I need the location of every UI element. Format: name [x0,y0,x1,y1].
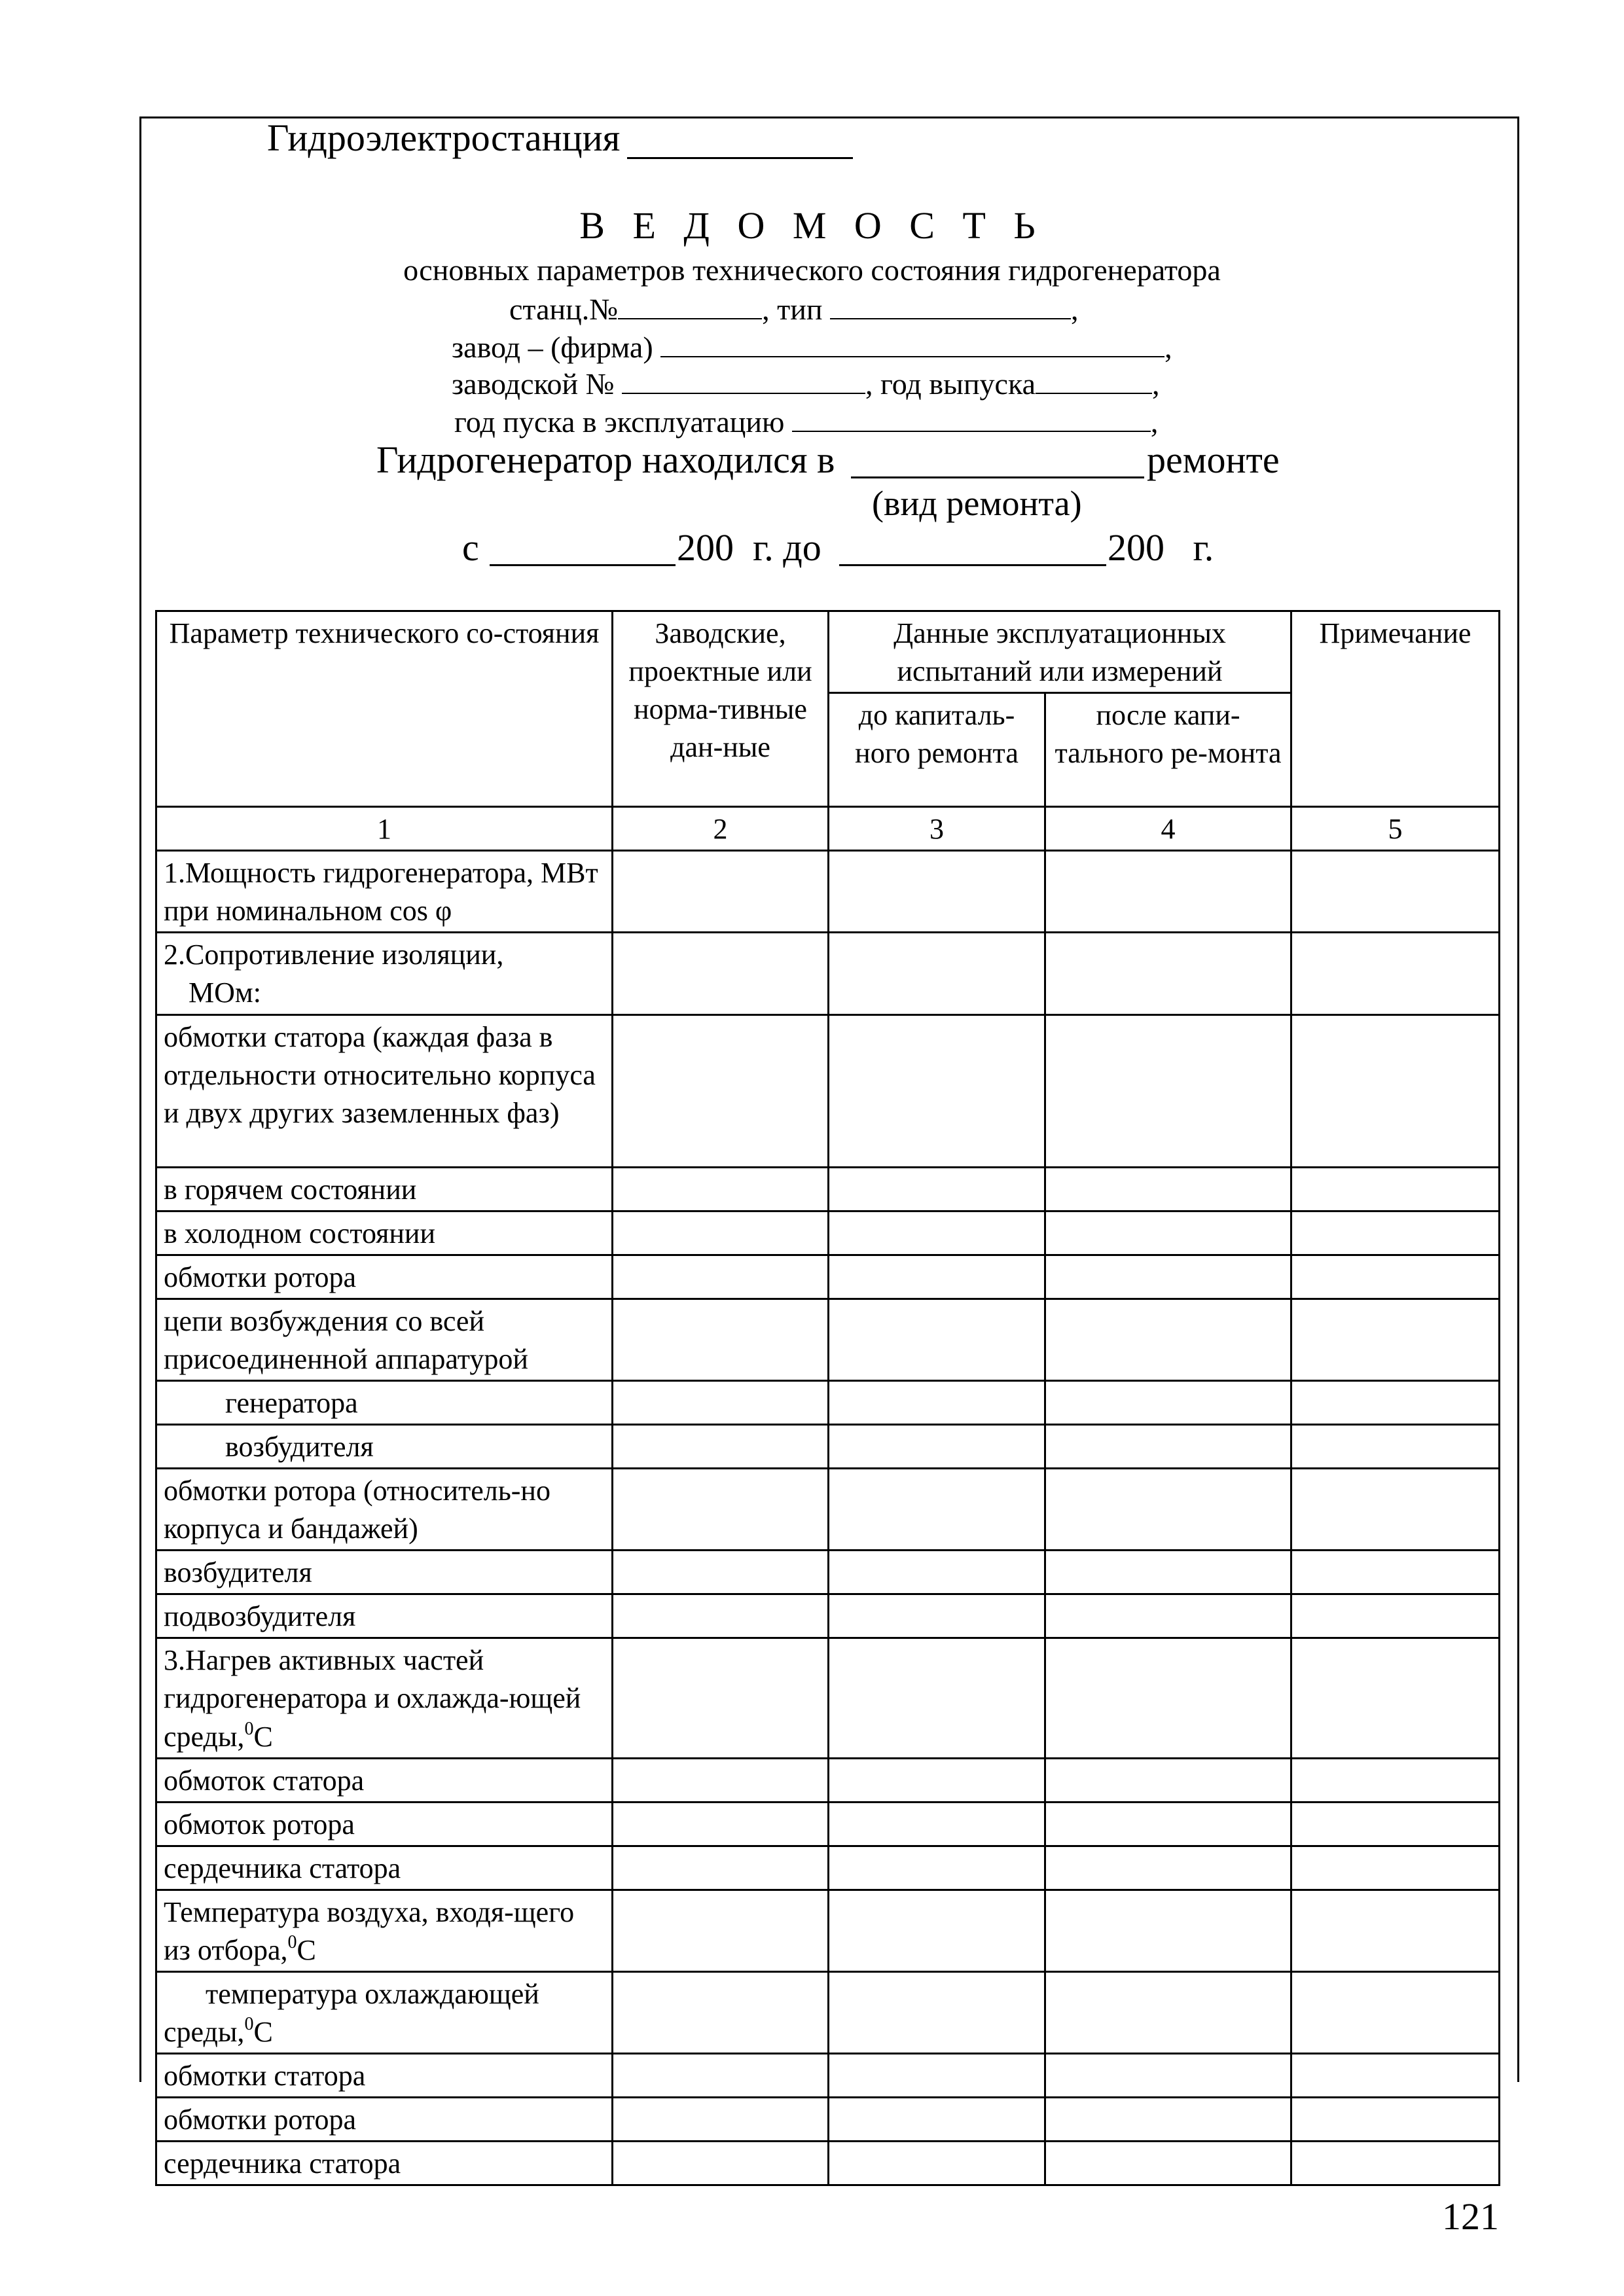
table-row [156,1380,1500,1424]
value-cell[interactable] [613,851,829,933]
value-cell[interactable] [613,1758,829,1802]
period-from-field[interactable] [490,564,676,566]
start-row [454,404,1158,437]
station-number-field[interactable] [618,292,762,319]
value-cell[interactable] [1291,1167,1500,1211]
param-line [164,2013,605,2051]
value-cell[interactable] [1291,1469,1500,1551]
param-line: МОм: [189,977,261,1009]
value-cell[interactable] [613,1380,829,1424]
value-cell[interactable] [1291,1299,1500,1380]
param-cell: обмоток ротора [156,1802,613,1846]
page-number: 121 [1442,2195,1499,2238]
value-cell[interactable] [613,1802,829,1846]
repair-kind-caption: (вид ремонта) [872,484,1082,523]
value-cell[interactable] [1045,1469,1291,1551]
station-fill-line [627,157,853,159]
param-cell: в горячем состоянии [156,1167,613,1211]
table-row [156,1638,1500,1758]
station-number-row [509,292,1078,325]
param-cell [156,933,613,1014]
header-after-repair: после капи-тального ре-монта [1045,693,1291,807]
comma: , [1164,331,1172,364]
unit-text: С [297,1933,316,1966]
serial-row [452,367,1160,399]
value-cell[interactable] [1291,1211,1500,1255]
value-cell[interactable] [829,1802,1045,1846]
header-factory-data: Заводские, проектные или норма-тивные дан-ные [613,611,829,807]
value-cell[interactable] [1045,1846,1291,1890]
value-cell[interactable] [1045,2142,1291,2185]
comma: , [1152,367,1160,401]
value-cell[interactable] [829,2142,1045,2185]
value-cell[interactable] [1291,1594,1500,1638]
comma: , [1070,293,1079,326]
header-operational-data: Данные эксплуатационных испытаний или измерений [829,611,1291,693]
param-cell [156,1890,613,1971]
value-cell[interactable] [829,2054,1045,2098]
table-row [156,1255,1500,1299]
table-row [156,2142,1500,2185]
param-cell: в холодном состоянии [156,1211,613,1255]
value-cell[interactable] [613,933,829,1014]
value-cell[interactable] [1291,1802,1500,1846]
value-cell[interactable] [1045,1299,1291,1380]
value-cell[interactable] [1045,2054,1291,2098]
document-subtitle: основных параметров технического состояния гидрогенератора [403,253,1221,287]
param-cell: обмоток статора [156,1758,613,1802]
column-number: 4 [1045,807,1291,851]
value-cell[interactable] [829,1469,1045,1551]
table-row [156,1846,1500,1890]
param-text: Температура воздуха, входя-щего из отбора, [164,1895,575,1966]
value-cell[interactable] [1045,851,1291,933]
period-year-to-label: 200 г. до [677,526,821,569]
value-cell[interactable] [613,1594,829,1638]
value-cell[interactable] [1045,1890,1291,1971]
value-cell[interactable] [1291,851,1500,933]
value-cell[interactable] [829,1299,1045,1380]
value-cell[interactable] [829,1255,1045,1299]
table-row [156,1211,1500,1255]
value-cell[interactable] [1291,1255,1500,1299]
repair-kind-field[interactable] [851,476,1144,478]
value-cell[interactable] [613,2054,829,2098]
value-cell[interactable] [1291,1380,1500,1424]
period-to-field[interactable] [839,564,1106,566]
value-cell[interactable] [829,1380,1045,1424]
table-row [156,1425,1500,1469]
value-cell[interactable] [1291,933,1500,1014]
value-cell[interactable] [829,1972,1045,2054]
period-from-label: с [462,526,479,569]
table-row [156,1167,1500,1211]
repair-suffix: ремонте [1147,439,1280,481]
type-field[interactable] [830,292,1071,319]
value-cell[interactable] [1291,1638,1500,1758]
value-cell[interactable] [1045,1802,1291,1846]
factory-row [452,330,1172,363]
value-cell[interactable] [829,1758,1045,1802]
degree-sign: 0 [287,1931,297,1952]
param-line: 2.Сопротивление изоляции, [164,939,504,971]
table-row [156,1014,1500,1167]
param-cell: обмотки ротора [156,2098,613,2142]
column-number-row [156,807,1500,851]
document-title: В Е Д О М О С Т Ь [579,204,1045,247]
value-cell[interactable] [613,1638,829,1758]
serial-field[interactable] [622,367,865,394]
table-row [156,1551,1500,1594]
param-cell: генератора [156,1380,613,1424]
value-cell[interactable] [1291,1758,1500,1802]
value-cell[interactable] [613,1846,829,1890]
value-cell[interactable] [1045,1551,1291,1594]
column-number: 1 [156,807,613,851]
param-cell: подвозбудителя [156,1594,613,1638]
param-cell: сердечника статора [156,1846,613,1890]
value-cell[interactable] [1045,1638,1291,1758]
value-cell[interactable] [613,1890,829,1971]
value-cell[interactable] [829,1167,1045,1211]
value-cell[interactable] [829,1014,1045,1167]
param-line: температура охлаждающей [206,1978,539,2011]
start-label: год пуска в эксплуатацию [454,405,785,439]
value-cell[interactable] [1045,1594,1291,1638]
type-label: , тип [762,293,823,326]
value-cell[interactable] [613,1167,829,1211]
value-cell[interactable] [1291,1425,1500,1469]
period-year-end-label: 200 г. [1108,526,1214,569]
value-cell[interactable] [829,1551,1045,1594]
param-cell [156,1638,613,1758]
value-cell[interactable] [829,1890,1045,1971]
value-cell[interactable] [613,1299,829,1380]
value-cell[interactable] [1291,2054,1500,2098]
value-cell[interactable] [613,1211,829,1255]
value-cell[interactable] [1291,2098,1500,2142]
param-cell: возбудителя [156,1425,613,1469]
value-cell[interactable] [1045,1014,1291,1167]
column-number: 2 [613,807,829,851]
year-label: , год выпуска [865,367,1036,401]
value-cell[interactable] [1045,933,1291,1014]
unit-text: С [253,1720,273,1753]
param-cell: возбудителя [156,1551,613,1594]
station-number-label: станц.№ [509,293,619,326]
table-row [156,933,1500,1014]
param-cell: 1.Мощность гидрогенератора, МВт при номинальном cos φ [156,851,613,933]
value-cell[interactable] [613,1551,829,1594]
repair-prefix: Гидрогенератор находился в [376,439,835,481]
value-cell[interactable] [829,1638,1045,1758]
parameters-table [155,610,1500,2186]
degree-sign: 0 [244,2014,254,2035]
value-cell[interactable] [829,1211,1045,1255]
table-row [156,851,1500,933]
value-cell[interactable] [613,1255,829,1299]
table-row [156,1972,1500,2054]
value-cell[interactable] [829,851,1045,933]
param-cell: обмотки ротора [156,1255,613,1299]
value-cell[interactable] [1291,1846,1500,1890]
value-cell[interactable] [1291,1551,1500,1594]
value-cell[interactable] [613,1425,829,1469]
value-cell[interactable] [1045,2098,1291,2142]
factory-label: завод – (фирма) [452,331,653,364]
param-text: среды, [164,2016,245,2049]
value-cell[interactable] [1045,1972,1291,2054]
param-cell: обмотки статора (каждая фаза в отдельности относительно корпуса и двух других заземленных фаз) [156,1014,613,1167]
table-row [156,1469,1500,1551]
header-before-repair: до капиталь-ного ремонта [829,693,1045,807]
param-text: 3.Нагрев активных частей гидрогенератора и охлажда-ющей среды, [164,1644,581,1753]
factory-field[interactable] [660,330,1164,357]
value-cell[interactable] [613,1014,829,1167]
value-cell[interactable] [613,2142,829,2185]
value-cell[interactable] [1045,1380,1291,1424]
value-cell[interactable] [613,1972,829,2054]
table-row [156,1594,1500,1638]
param-cell: обмотки ротора (относитель-но корпуса и бандажей) [156,1469,613,1551]
table-row [156,2054,1500,2098]
unit-text: С [253,2016,273,2049]
param-cell [156,1972,613,2054]
comma: , [1150,405,1159,439]
param-cell: цепи возбуждения со всей присоединенной аппаратурой [156,1299,613,1380]
header-row [156,611,1500,693]
value-cell[interactable] [829,933,1045,1014]
column-number: 3 [829,807,1045,851]
table-row [156,1890,1500,1971]
table-row [156,1802,1500,1846]
table-row [156,1758,1500,1802]
value-cell[interactable] [1291,2142,1500,2185]
header-param: Параметр технического со-стояния [156,611,613,807]
station-label: Гидроэлектростанция [267,117,621,159]
value-cell[interactable] [829,1594,1045,1638]
year-field[interactable] [1036,367,1152,394]
table-row [156,1299,1500,1380]
column-number: 5 [1291,807,1500,851]
degree-sign: 0 [244,1718,254,1739]
param-cell: сердечника статора [156,2142,613,2185]
value-cell[interactable] [1291,1014,1500,1167]
param-cell: обмотки статора [156,2054,613,2098]
value-cell[interactable] [1045,1758,1291,1802]
value-cell[interactable] [1291,1972,1500,2054]
value-cell[interactable] [1291,1890,1500,1971]
value-cell[interactable] [829,1846,1045,1890]
value-cell[interactable] [1045,1167,1291,1211]
value-cell[interactable] [829,2098,1045,2142]
value-cell[interactable] [1045,1425,1291,1469]
value-cell[interactable] [829,1425,1045,1469]
table-row [156,2098,1500,2142]
value-cell[interactable] [613,1469,829,1551]
serial-label: заводской № [452,367,615,401]
value-cell[interactable] [1045,1255,1291,1299]
value-cell[interactable] [613,2098,829,2142]
start-field[interactable] [792,404,1151,432]
header-note: Примечание [1291,611,1500,807]
value-cell[interactable] [1045,1211,1291,1255]
